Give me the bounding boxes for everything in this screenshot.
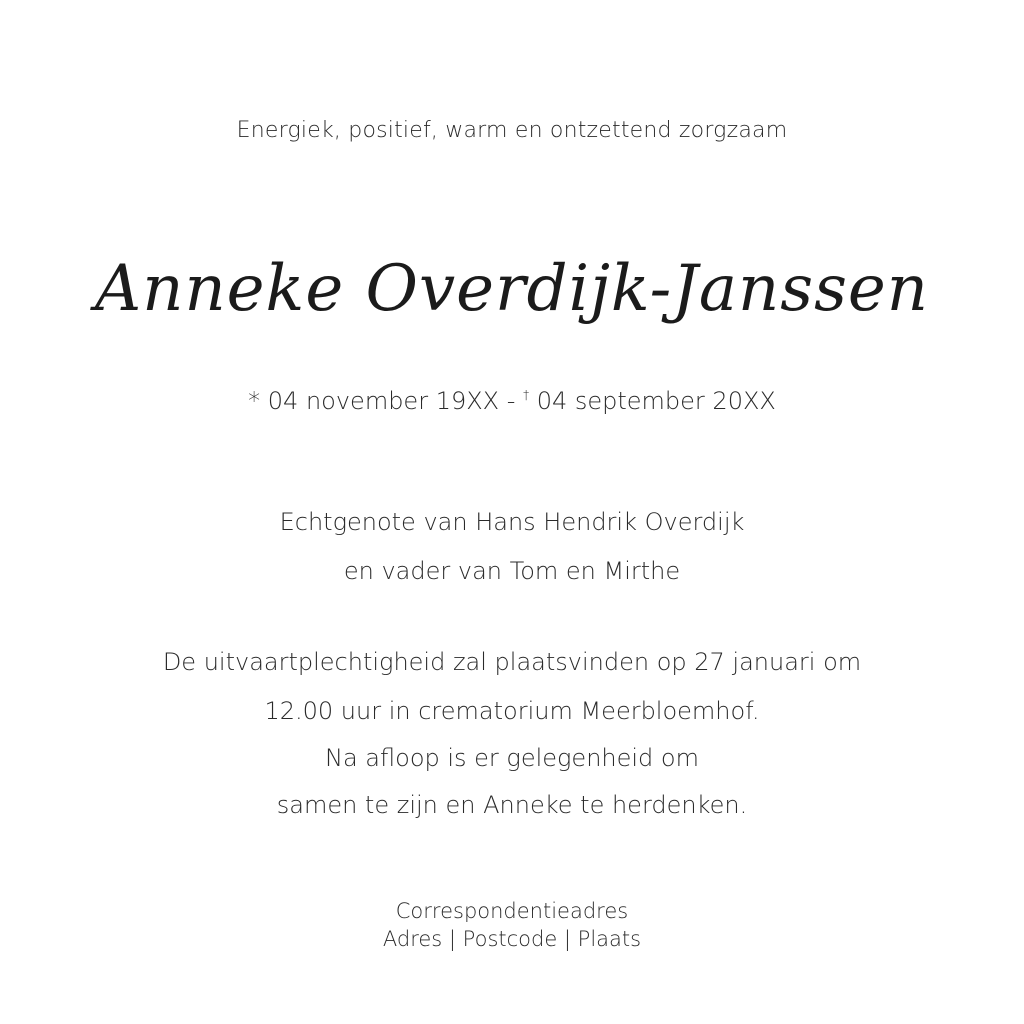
birth-marker: *	[248, 387, 261, 415]
relation-line-2: en vader van Tom en Mirthe	[343, 557, 681, 585]
death-marker: †	[523, 388, 530, 402]
name-heading	[0, 232, 1024, 352]
correspondence-label: Correspondentieadres	[395, 899, 629, 923]
ceremony-line-1: De uitvaartplechtigheid zal plaatsvinden op 27 januari om	[162, 648, 862, 676]
ceremony-line-3: Na afloop is er gelegenheid om	[325, 744, 699, 772]
name-script	[95, 232, 929, 352]
correspondence-address: Adres | Postcode | Plaats	[382, 927, 642, 951]
ceremony-line-4: samen te zijn en Anneke te herdenken.	[276, 791, 748, 819]
death-date: 04 september 20XX	[536, 387, 776, 415]
life-dates	[0, 387, 1024, 415]
date-separator: -	[506, 387, 516, 415]
tagline: Energiek, positief, warm en ontzettend zorgzaam	[236, 118, 788, 143]
deceased-name: Anneke Overdijk-Janssen	[95, 252, 929, 326]
ceremony-line-2: 12.00 uur in crematorium Meerbloemhof.	[264, 697, 760, 725]
relation-line-1: Echtgenote van Hans Hendrik Overdijk	[279, 508, 745, 536]
birth-date: 04 november 19XX	[267, 387, 500, 415]
